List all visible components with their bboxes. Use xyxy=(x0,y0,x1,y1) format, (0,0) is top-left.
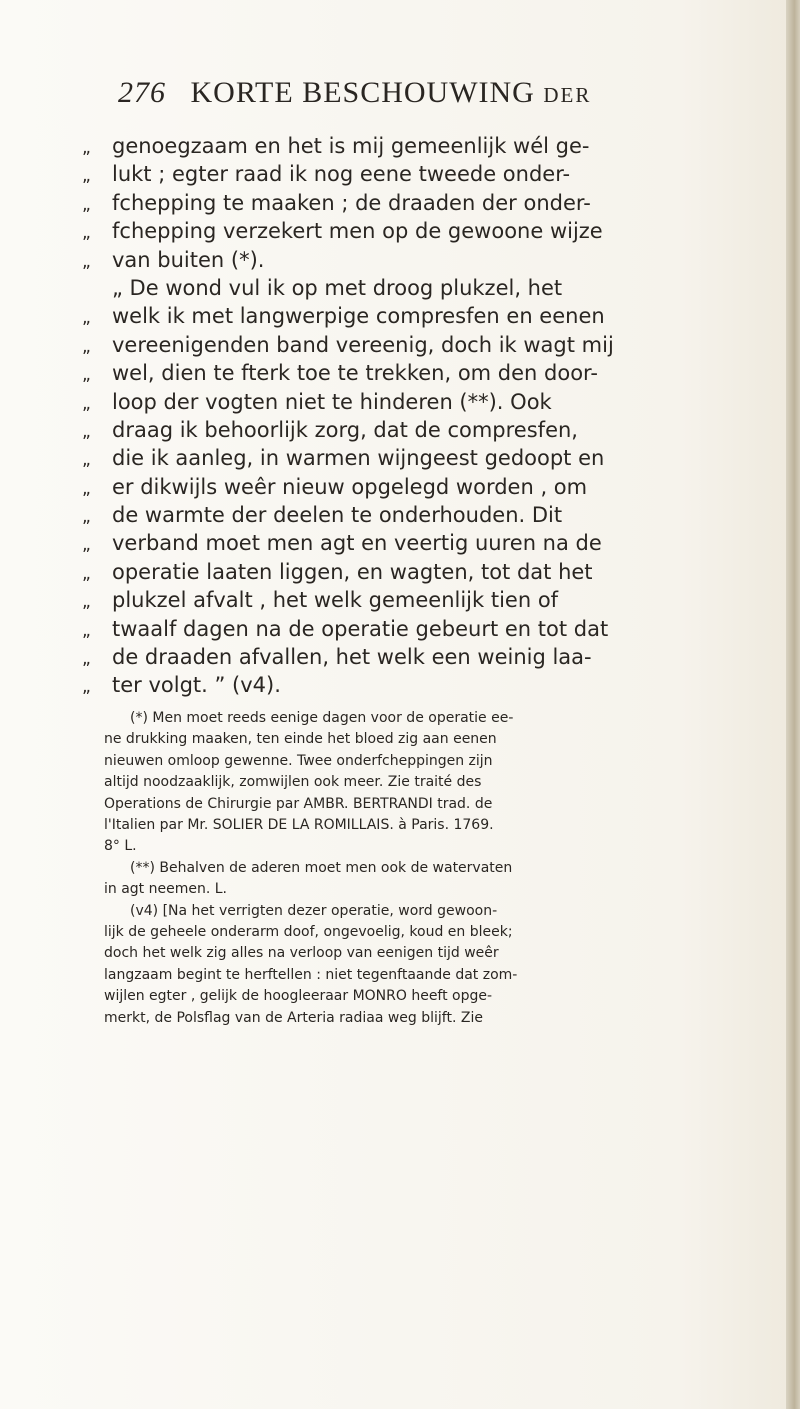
text-line xyxy=(82,274,782,302)
running-title: KORTE BESCHOUWING xyxy=(190,76,535,109)
quote-mark: „ xyxy=(82,166,91,187)
quote-mark: „ xyxy=(82,223,91,244)
footnote-line: l'Italien par Mr. SOLIER DE LA ROMILLAIS. à Paris. 1769. xyxy=(104,817,494,834)
footnote-line: (**) Behalven de aderen moet men ook de watervaten xyxy=(130,859,513,876)
quote-mark: „ xyxy=(82,194,91,215)
line-text: „ De wond vul ik op met droog plukzel, het xyxy=(112,275,563,300)
line-text: vereenigenden band vereenig, doch ik wagt mij xyxy=(112,332,614,357)
line-text: verband moet men agt en veertig uuren na de xyxy=(112,531,602,556)
text-line xyxy=(82,416,782,444)
footnote-line: lijk de geheele onderarm doof, ongevoelig, koud en bleek; xyxy=(104,924,513,941)
text-line xyxy=(82,331,782,359)
quote-mark: „ xyxy=(82,138,91,158)
running-title-tail: DER xyxy=(543,83,592,107)
footnote-line: in agt neemen. L. xyxy=(104,881,227,898)
line-text: loop der vogten niet te hinderen (**). Ook xyxy=(112,389,552,414)
line-text: lukt ; egter raad ik nog eene tweede onder- xyxy=(112,162,571,187)
text-line xyxy=(82,643,782,671)
quote-mark: „ xyxy=(82,336,91,357)
footnote-line: ne drukking maaken, ten einde het bloed zig aan eenen xyxy=(104,731,497,748)
footnote-line: (*) Men moet reeds eenige dagen voor de operatie ee- xyxy=(130,710,514,726)
quote-mark: „ xyxy=(82,507,91,528)
text-line xyxy=(82,473,782,501)
text-line xyxy=(82,444,782,472)
line-text: ter volgt. ” (v4). xyxy=(112,673,281,698)
page-edge xyxy=(786,0,800,1409)
footnotes xyxy=(104,708,784,1029)
page-number: 276 xyxy=(118,76,166,109)
quote-mark: „ xyxy=(82,393,91,414)
main-text xyxy=(82,132,782,700)
line-text: de draaden afvallen, het welk een weinig laa- xyxy=(112,645,592,670)
footnote-line: wijlen egter , gelijk de hoogleeraar MONRO heeft opge- xyxy=(104,988,493,1005)
text-line xyxy=(82,558,782,586)
text-line xyxy=(82,132,782,160)
line-text: die ik aanleg, in warmen wijngeest gedoopt en xyxy=(112,446,605,471)
line-text: fchepping verzekert men op de gewoone wijze xyxy=(112,219,603,244)
quote-mark: „ xyxy=(82,592,91,613)
quote-mark: „ xyxy=(82,677,91,698)
footnote-line: 8° L. xyxy=(104,838,137,855)
running-header xyxy=(118,76,678,120)
footnote-line: (v4) [Na het verrigten dezer operatie, word gewoon- xyxy=(130,902,498,919)
line-text: fchepping te maaken ; de draaden der onder- xyxy=(112,190,591,215)
footnote-line: altijd noodzaaklijk, zomwijlen ook meer. Zie traité des xyxy=(104,774,482,791)
footnote-line: nieuwen omloop gewenne. Twee onderfcheppingen zijn xyxy=(104,752,493,769)
text-line xyxy=(82,189,782,217)
text-line xyxy=(82,246,782,274)
text-line xyxy=(82,359,782,387)
text-line xyxy=(82,388,782,416)
line-text: operatie laaten liggen, en wagten, tot dat het xyxy=(112,559,593,584)
quote-mark: „ xyxy=(82,251,91,272)
quote-mark: „ xyxy=(82,450,91,471)
line-text: draag ik behoorlijk zorg, dat de compresfen, xyxy=(112,417,578,442)
quote-mark: „ xyxy=(82,620,91,641)
quote-mark: „ xyxy=(82,649,91,670)
quote-mark: „ xyxy=(82,421,91,442)
text-line xyxy=(82,160,782,188)
line-text: van buiten (*). xyxy=(112,247,265,272)
line-text: plukzel afvalt , het welk gemeenlijk tien of xyxy=(112,588,559,613)
text-line xyxy=(82,529,782,557)
line-text: de warmte der deelen te onderhouden. Dit xyxy=(112,503,563,528)
line-text: wel, dien te fterk toe te trekken, om den door- xyxy=(112,361,598,386)
footnote-line: merkt, de Polsflag van de Arteria radiaa weg blijft. Zie xyxy=(104,1009,483,1026)
line-text: twaalf dagen na de operatie gebeurt en tot dat xyxy=(112,616,609,641)
text-line xyxy=(82,586,782,614)
line-text: welk ik met langwerpige compresfen en eenen xyxy=(112,304,605,329)
line-text: genoegzaam en het is mij gemeenlijk wél ge- xyxy=(112,134,590,158)
text-line xyxy=(82,615,782,643)
text-line xyxy=(82,217,782,245)
footnote-line: Operations de Chirurgie par AMBR. BERTRANDI trad. de xyxy=(104,795,493,812)
quote-mark: „ xyxy=(82,365,91,386)
footnote-line: langzaam begint te herftellen : niet tegenftaande dat zom- xyxy=(104,966,518,983)
footnote-line: doch het welk zig alles na verloop van eenigen tijd weêr xyxy=(104,945,499,962)
quote-mark: „ xyxy=(82,535,91,556)
line-text: er dikwijls weêr nieuw opgelegd worden , om xyxy=(112,474,588,499)
text-line xyxy=(82,671,782,699)
text-line xyxy=(82,501,782,529)
quote-mark: „ xyxy=(82,308,91,329)
text-line xyxy=(82,302,782,330)
quote-mark: „ xyxy=(82,478,91,499)
quote-mark: „ xyxy=(82,563,91,584)
